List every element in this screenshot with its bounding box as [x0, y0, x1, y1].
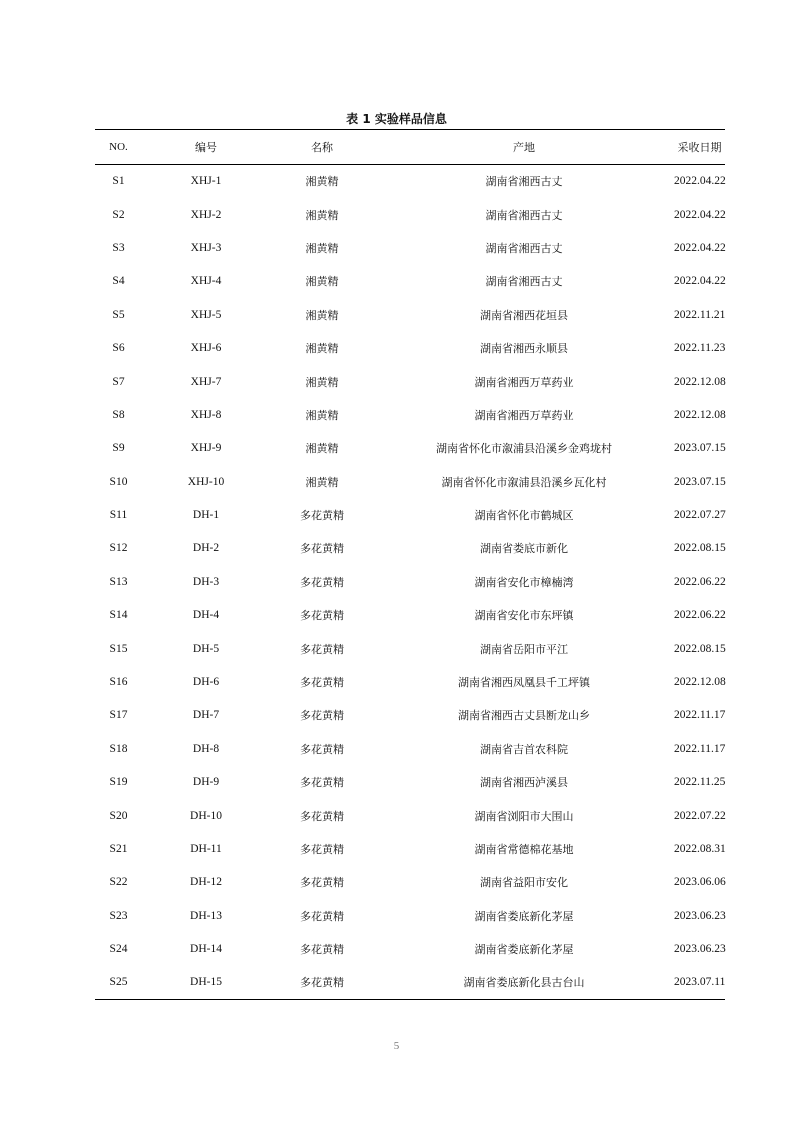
- cell-name: 多花黄精: [300, 542, 344, 556]
- cell-name: 湘黄精: [305, 275, 339, 289]
- cell-no: S6: [112, 342, 125, 355]
- cell-code: DH-13: [190, 909, 222, 922]
- cell-harvest-date: 2022.07.27: [674, 509, 726, 522]
- cell-harvest-date: 2023.06.23: [674, 909, 726, 922]
- header-no: NO.: [95, 130, 142, 165]
- table-row: [95, 498, 725, 531]
- header-origin: 产地: [374, 130, 674, 165]
- cell-name: 湘黄精: [305, 375, 339, 389]
- cell-name: 湘黄精: [305, 175, 339, 189]
- cell-harvest-date: 2022.12.08: [674, 676, 726, 689]
- cell-no: S16: [109, 676, 128, 689]
- table-row: [95, 532, 725, 565]
- cell-origin: 湖南省怀化市溆浦县沿溪乡瓦化村: [441, 475, 607, 489]
- cell-no: S12: [109, 542, 128, 555]
- cell-origin: 湖南省娄底市新化: [480, 542, 568, 556]
- cell-no: S7: [112, 375, 125, 388]
- cell-code: XHJ-10: [187, 475, 225, 488]
- cell-origin: 湖南省湘西凤凰县千工坪镇: [458, 676, 590, 690]
- cell-no: S13: [109, 575, 128, 588]
- cell-no: S14: [109, 609, 128, 622]
- cell-name: 多花黄精: [300, 876, 344, 890]
- cell-no: S8: [112, 408, 125, 421]
- header-harvest-date: 采收日期: [674, 130, 725, 165]
- cell-no: S2: [112, 208, 125, 221]
- sample-info-table: [95, 129, 725, 1000]
- header-code: 编号: [142, 130, 270, 165]
- cell-origin: 湖南省怀化市溆浦县沿溪乡金鸡垅村: [436, 442, 612, 456]
- header-name: 名称: [270, 130, 374, 165]
- cell-name: 多花黄精: [300, 809, 344, 823]
- table-row: [95, 732, 725, 765]
- cell-origin: 湖南省湘西花垣县: [480, 308, 568, 322]
- table-row: [95, 966, 725, 999]
- cell-origin: 湖南省娄底新化县古台山: [374, 966, 674, 999]
- cell-origin: 湖南省益阳市安化: [480, 876, 568, 890]
- page-number: 5: [393, 1040, 400, 1052]
- cell-name: 多花黄精: [300, 843, 344, 856]
- cell-harvest-date: 2023.07.11: [674, 966, 725, 999]
- cell-code: DH-1: [192, 509, 220, 522]
- cell-no: S18: [109, 742, 128, 755]
- cell-harvest-date: 2023.06.06: [674, 876, 726, 889]
- cell-no: S17: [109, 709, 128, 722]
- cell-harvest-date: 2022.11.23: [674, 342, 726, 355]
- cell-name: 多花黄精: [300, 709, 344, 723]
- cell-no: S4: [112, 275, 125, 288]
- cell-harvest-date: 2022.08.15: [674, 642, 726, 655]
- cell-code: XHJ-9: [190, 442, 222, 455]
- cell-code: DH-7: [192, 709, 220, 722]
- cell-origin: 湖南省安化市东坪镇: [474, 609, 574, 623]
- cell-code: DH-15: [142, 966, 270, 999]
- table-row: [95, 165, 725, 198]
- cell-origin: 湖南省湘西古丈: [485, 208, 563, 222]
- cell-name: 湘黄精: [305, 308, 339, 322]
- table-row: [95, 198, 725, 231]
- cell-name: 多花黄精: [300, 909, 344, 923]
- cell-name: 湘黄精: [305, 408, 339, 422]
- cell-origin: 湖南省湘西万草药业: [474, 375, 574, 389]
- cell-code: DH-3: [192, 575, 220, 588]
- cell-origin: 湖南省吉首农科院: [480, 742, 568, 756]
- cell-harvest-date: 2022.08.15: [674, 542, 726, 555]
- cell-name: 多花黄精: [270, 966, 374, 999]
- cell-code: DH-5: [192, 642, 220, 655]
- cell-code: XHJ-5: [190, 308, 222, 321]
- cell-no: S9: [112, 442, 125, 455]
- cell-name: 多花黄精: [300, 676, 344, 690]
- cell-code: XHJ-8: [190, 408, 222, 421]
- cell-no: S20: [109, 809, 128, 822]
- cell-no: S1: [112, 175, 125, 188]
- cell-code: DH-2: [192, 542, 220, 555]
- table-row: [95, 799, 725, 832]
- table-row: [95, 699, 725, 732]
- cell-code: DH-6: [192, 676, 220, 689]
- cell-code: DH-8: [192, 742, 220, 755]
- cell-name: 湘黄精: [305, 475, 339, 489]
- table-row: [95, 432, 725, 465]
- cell-harvest-date: 2022.08.31: [674, 843, 726, 855]
- table-row: [95, 632, 725, 665]
- table-header-row: [95, 130, 725, 165]
- cell-harvest-date: 2022.04.22: [674, 241, 726, 254]
- cell-origin: 湖南省岳阳市平江: [480, 642, 568, 656]
- table-row: [95, 565, 725, 598]
- cell-harvest-date: 2022.04.22: [674, 175, 726, 188]
- table-body: [95, 165, 725, 1000]
- cell-name: 湘黄精: [305, 342, 339, 356]
- cell-harvest-date: 2022.11.17: [674, 709, 726, 722]
- table-row: [95, 766, 725, 799]
- cell-harvest-date: 2022.06.22: [674, 575, 726, 588]
- table-caption: 表 1 实验样品信息: [346, 112, 447, 126]
- cell-name: 多花黄精: [300, 742, 344, 756]
- cell-name: 多花黄精: [300, 609, 344, 623]
- cell-no: S5: [112, 308, 125, 321]
- cell-harvest-date: 2022.04.22: [674, 275, 726, 288]
- cell-code: DH-14: [190, 943, 222, 956]
- table-row: [95, 231, 725, 264]
- table-row: [95, 331, 725, 364]
- cell-origin: 湖南省娄底新化茅屋: [474, 943, 574, 957]
- cell-code: XHJ-1: [190, 175, 222, 188]
- cell-harvest-date: 2022.12.08: [674, 408, 726, 421]
- cell-harvest-date: 2023.07.15: [674, 442, 726, 455]
- cell-origin: 湖南省湘西古丈: [485, 275, 563, 289]
- table-row: [95, 866, 725, 899]
- cell-code: DH-9: [192, 776, 220, 789]
- cell-harvest-date: 2023.06.23: [674, 943, 726, 956]
- cell-no: S23: [109, 909, 128, 922]
- cell-name: 多花黄精: [300, 943, 344, 957]
- table-row: [95, 265, 725, 298]
- cell-no: S10: [109, 475, 128, 488]
- cell-name: 湘黄精: [305, 208, 339, 222]
- cell-no: S3: [112, 241, 125, 254]
- table-row: [95, 665, 725, 698]
- cell-harvest-date: 2022.11.17: [674, 742, 726, 755]
- cell-origin: 湖南省娄底新化茅屋: [474, 909, 574, 923]
- cell-no: S21: [109, 843, 128, 855]
- cell-name: 湘黄精: [305, 241, 339, 255]
- cell-origin: 湖南省常德棉花基地: [474, 843, 574, 856]
- cell-harvest-date: 2022.04.22: [674, 208, 726, 221]
- cell-origin: 湖南省怀化市鹤城区: [474, 509, 574, 523]
- cell-harvest-date: 2022.07.22: [674, 809, 726, 822]
- cell-name: 多花黄精: [300, 642, 344, 656]
- cell-origin: 湖南省湘西古丈县断龙山乡: [458, 709, 590, 723]
- cell-code: XHJ-4: [190, 275, 222, 288]
- cell-code: DH-11: [190, 843, 222, 855]
- cell-origin: 湖南省安化市樟楠湾: [474, 575, 574, 589]
- cell-no: S11: [109, 509, 128, 522]
- cell-origin: 湖南省湘西古丈: [485, 241, 563, 255]
- cell-code: DH-10: [190, 809, 222, 822]
- cell-origin: 湖南省湘西泸溪县: [480, 776, 568, 790]
- cell-name: 湘黄精: [305, 442, 339, 456]
- cell-harvest-date: 2023.07.15: [674, 475, 726, 488]
- cell-harvest-date: 2022.11.21: [674, 308, 726, 321]
- table-row: [95, 298, 725, 331]
- cell-no: S15: [109, 642, 128, 655]
- table-row: [95, 365, 725, 398]
- cell-origin: 湖南省浏阳市大围山: [474, 809, 574, 823]
- cell-no: S25: [95, 966, 142, 999]
- cell-harvest-date: 2022.06.22: [674, 609, 726, 622]
- cell-origin: 湖南省湘西永顺县: [480, 342, 568, 356]
- cell-code: DH-4: [192, 609, 220, 622]
- cell-no: S24: [109, 943, 128, 956]
- cell-harvest-date: 2022.11.25: [674, 776, 726, 789]
- table-row: [95, 599, 725, 632]
- cell-code: XHJ-7: [190, 375, 222, 388]
- table-row: [95, 899, 725, 932]
- cell-harvest-date: 2022.12.08: [674, 375, 726, 388]
- cell-code: XHJ-2: [190, 208, 222, 221]
- table-row: [95, 932, 725, 965]
- table-row: [95, 398, 725, 431]
- cell-no: S22: [109, 876, 128, 889]
- cell-code: XHJ-3: [190, 241, 222, 254]
- cell-origin: 湖南省湘西古丈: [485, 175, 563, 189]
- table-row: [95, 465, 725, 498]
- cell-name: 多花黄精: [300, 776, 344, 790]
- cell-name: 多花黄精: [300, 575, 344, 589]
- cell-code: DH-12: [190, 876, 222, 889]
- cell-code: XHJ-6: [190, 342, 222, 355]
- table-row: [95, 832, 725, 865]
- cell-origin: 湖南省湘西万草药业: [474, 408, 574, 422]
- cell-name: 多花黄精: [300, 509, 344, 523]
- cell-no: S19: [109, 776, 128, 789]
